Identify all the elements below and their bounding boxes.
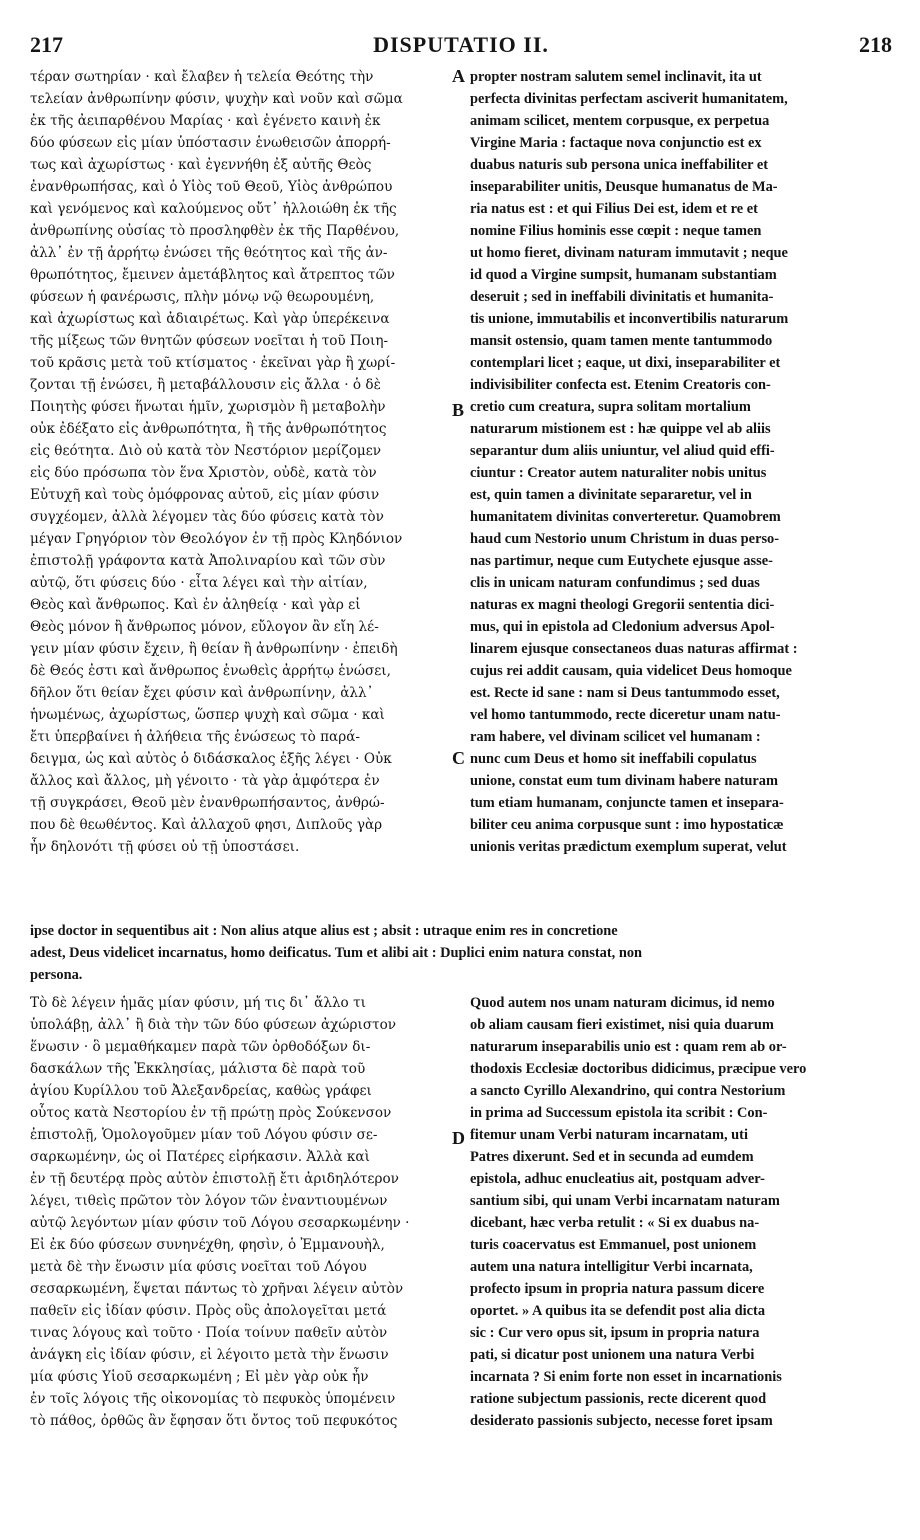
text-line: δύο φύσεων εἰς μίαν ὑπόστασιν ἑνωθεισῶν ἀπορρή- bbox=[30, 135, 391, 151]
text-line: cujus rei addit causam, quia videlicet Deus homoque bbox=[470, 663, 792, 679]
text-line: ἔτι ὑπερβαίνει ἡ ἀλήθεια τῆς ἑνώσεως τὸ παρά- bbox=[30, 729, 360, 745]
text-line: ἦν δηλονότι τῇ φύσει οὐ τῇ ὑποστάσει. bbox=[30, 839, 300, 855]
text-line: oportet. » A quibus ita se defendit post alia dicta bbox=[470, 1303, 766, 1319]
text-line: linarem ejusque consectaneos duas naturas affirmat : bbox=[470, 641, 798, 657]
text-line: ἐν τῇ δευτέρᾳ πρὸς αὐτὸν ἐπιστολῇ ἔτι ἀριδηλότερον bbox=[30, 1171, 399, 1187]
text-line: clis in unicam naturam confundimus ; sed duas bbox=[470, 575, 760, 591]
page-header bbox=[30, 30, 892, 60]
text-line: Εὐτυχῆ καὶ τοὺς ὁμόφρονας αὐτοῦ, εἰς μίαν φύσιν bbox=[30, 487, 380, 503]
text-line: ciuntur : Creator autem naturaliter nobis unitus bbox=[470, 465, 767, 481]
text-line: λέγει, τιθεὶς πρῶτον τὸν λόγον τῶν ἐναντιουμένων bbox=[30, 1193, 388, 1209]
text-line: οὐκ ἐδέξατο εἰς ἀνθρωπότητα, ἢ τῆς ἀνθρωπότητος bbox=[30, 421, 387, 437]
text-line: ἁγίου Κυρίλλου τοῦ Ἀλεξανδρείας, καθὼς γράφει bbox=[30, 1083, 372, 1099]
text-line: ἐνανθρωπήσας, καὶ ὁ Υἱὸς τοῦ Θεοῦ, Υἱὸς ἀνθρώπου bbox=[30, 179, 393, 195]
text-line: γειν μίαν φύσιν ἔχειν, ἢ θείαν ἢ ἀνθρωπίνην · ἐπειδὴ bbox=[30, 641, 398, 657]
right-page-number: 218 bbox=[859, 32, 892, 57]
text-line: σεσαρκωμένη, ἕψεται πάντως τὸ χρῆναι λέγειν αὐτὸν bbox=[30, 1281, 404, 1297]
text-line: μία φύσις Υἱοῦ σεσαρκωμένη ; Εἰ μὲν γὰρ οὐκ ἦν bbox=[30, 1369, 369, 1385]
text-line: naturas ex magni theologi Gregorii sententia dici- bbox=[470, 597, 775, 613]
text-line: αὐτῷ, ὅτι φύσεις δύο · εἶτα λέγει καὶ τὴν αἰτίαν, bbox=[30, 575, 368, 591]
greek-column-bottom bbox=[30, 992, 455, 1432]
margin-marker-a: A bbox=[452, 66, 465, 86]
margin-marker-c: C bbox=[452, 748, 465, 768]
text-line: τινας λόγους καὶ τοῦτο · Ποία τοίνυν παθεῖν αὐτὸν bbox=[30, 1325, 388, 1341]
text-line: autem una natura intelligitur Verbi incarnata, bbox=[470, 1259, 753, 1275]
text-line: δασκάλων τῆς Ἐκκλησίας, μάλιστα δὲ παρὰ τοῦ bbox=[30, 1061, 366, 1077]
text-line: ἐπιστολῇ γράφοντα κατὰ Ἀπολιναρίου καὶ τῶν σὺν bbox=[30, 553, 386, 569]
text-line: ἐκ τῆς ἀειπαρθένου Μαρίας · καὶ ἐγένετο καινὴ ἐκ bbox=[30, 113, 381, 129]
text-line: ζονται τῇ ἑνώσει, ἢ μεταβάλλουσιν εἰς ἄλλα · ὁ δὲ bbox=[30, 377, 381, 393]
text-line: θρωπότητος, ἔμεινεν ἀμετάβλητος καὶ ἄτρεπτος τῶν bbox=[30, 267, 395, 283]
text-line: naturarum mistionem est : hæ quippe vel ab aliis bbox=[470, 421, 771, 437]
text-line: humanitatem divinitas converteretur. Quamobrem bbox=[470, 509, 781, 525]
text-line: Θεὸς μόνον ἢ ἄνθρωπος μόνον, εὔλογον ἂν εἴη λέ- bbox=[30, 619, 379, 635]
text-line: τελείαν ἀνθρωπίνην φύσιν, ψυχὴν καὶ νοῦν καὶ σῶμα bbox=[30, 91, 403, 107]
text-line: pati, si dicatur post unionem una natura Verbi bbox=[470, 1347, 755, 1363]
text-line: δῆλον ὅτι θείαν ἔχει φύσιν καὶ ἀνθρωπίνην, ἀλλ᾽ bbox=[30, 685, 374, 701]
left-page-number: 217 bbox=[30, 32, 63, 57]
text-line: id quod a Virgine sumpsit, humanam substantiam bbox=[470, 267, 777, 283]
text-line: est, quin tamen a divinitate separaretur, vel in bbox=[470, 487, 752, 503]
text-line: τὸ πάθος, ὀρθῶς ἂν ἔφησαν ὅτι ὄντος τοῦ πεφυκότος bbox=[30, 1413, 398, 1429]
text-line: ut homo fieret, divinam naturam immutavit ; neque bbox=[470, 245, 788, 261]
text-line: ratione subjectum passionis, recte dicerent quod bbox=[470, 1391, 767, 1407]
text-line: ἀνάγκη εἰς ἰδίαν φύσιν, εἰ λέγοιτο μετὰ τὴν ἕνωσιν bbox=[30, 1347, 389, 1363]
text-line: τῇ συγκράσει, Θεοῦ μὲν ἐνανθρωπήσαντος, ἀνθρώ- bbox=[30, 795, 385, 811]
text-line: αὐτῷ λεγόντων μίαν φύσιν τοῦ Λόγου σεσαρκωμένην · bbox=[30, 1215, 410, 1231]
text-line: Patres dixerunt. Sed et in secunda ad eumdem bbox=[470, 1149, 754, 1165]
text-line: persona. bbox=[30, 967, 83, 983]
text-line: ἄλλος καὶ ἄλλος, μὴ γένοιτο · τὰ γὰρ ἀμφότερα ἐν bbox=[30, 773, 380, 789]
text-line: σαρκωμένην, ὡς οἱ Πατέρες εἰρήκασιν. Ἀλλὰ καὶ bbox=[30, 1149, 370, 1165]
text-line: ὑπολάβῃ, ἀλλ᾽ ἢ διὰ τὴν τῶν δύο φύσεων ἀχώριστον bbox=[30, 1017, 397, 1033]
text-line: τέραν σωτηρίαν · καὶ ἔλαβεν ἡ τελεία Θεότης τὴν bbox=[30, 69, 374, 85]
running-title: DISPUTATIO II. bbox=[373, 32, 549, 57]
text-line: ἀνθρωπίνης οὐσίας τὸ προσληφθὲν ἐκ τῆς Παρθένου, bbox=[30, 223, 400, 239]
text-line: incarnata ? Si enim forte non esset in incarnationis bbox=[470, 1369, 782, 1385]
text-line: Θεὸς καὶ ἄνθρωπος. Καὶ ἐν ἀληθείᾳ · καὶ γὰρ εἰ bbox=[30, 597, 361, 613]
text-line: μέγαν Γρηγόριον τὸν Θεολόγον ἐν τῇ πρὸς Κληδόνιον bbox=[30, 531, 403, 547]
latin-column-top bbox=[470, 66, 890, 858]
greek-column-top bbox=[30, 66, 455, 858]
text-line: εἰς δύο πρόσωπα τὸν ἕνα Χριστὸν, οὐδὲ, κατὰ τὸν bbox=[30, 465, 377, 481]
text-line: dicebant, hæc verba retulit : « Si ex duabus na- bbox=[470, 1215, 760, 1231]
text-line: συγχέομεν, ἀλλὰ λέγομεν τὰς δύο φύσεις κατὰ τὸν bbox=[30, 509, 384, 525]
text-line: biliter ceu anima corpusque sunt : imo hypostaticæ bbox=[470, 817, 784, 833]
text-line: ria natus est : et qui Filius Dei est, idem et re et bbox=[470, 201, 758, 217]
latin-column-bottom bbox=[470, 992, 890, 1432]
text-line: tum etiam humanam, conjuncte tamen et insepara- bbox=[470, 795, 784, 811]
text-line: οὗτος κατὰ Νεστορίου ἐν τῇ πρώτῃ πρὸς Σούκενσον bbox=[30, 1105, 392, 1121]
text-line: Quod autem nos unam naturam dicimus, id nemo bbox=[470, 995, 775, 1011]
text-line: deseruit ; sed in ineffabili divinitatis et humanita- bbox=[470, 289, 774, 305]
text-line: ob aliam causam fieri existimet, nisi quia duarum bbox=[470, 1017, 774, 1033]
text-line: in prima ad Successum epistola ita scribit : Con- bbox=[470, 1105, 768, 1121]
text-line: Τὸ δὲ λέγειν ἡμᾶς μίαν φύσιν, μή τις δι᾽ ἄλλο τι bbox=[30, 995, 366, 1011]
text-line: ἀλλ᾽ ἐν τῇ ἀρρήτῳ ἑνώσει τῆς θεότητος καὶ τῆς ἀν- bbox=[30, 245, 388, 261]
text-line: naturarum inseparabilis unio est : quam rem ab or- bbox=[470, 1039, 787, 1055]
text-line: εἰς θεότητα. Διὸ οὐ κατὰ τὸν Νεστόριον μερίζομεν bbox=[30, 443, 382, 459]
text-line: τῆς μίξεως τῶν θνητῶν φύσεων νοεῖται ἡ τοῦ Ποιη- bbox=[30, 333, 389, 349]
text-line: nas partimur, neque cum Eutychete ejusque asse- bbox=[470, 553, 773, 569]
text-line: fitemur unam Verbi naturam incarnatam, uti bbox=[470, 1127, 748, 1143]
text-line: propter nostram salutem semel inclinavit, ita ut bbox=[470, 69, 762, 85]
text-line: Ποιητὴς φύσει ἥνωται ἡμῖν, χωρισμὸν ἢ μεταβολὴν bbox=[30, 399, 386, 415]
text-line: desiderato passionis subjecto, necesse foret ipsam bbox=[470, 1413, 773, 1429]
text-line: τως καὶ ἀχωρίστως · καὶ ἐγεννήθη ἐξ αὐτῆς Θεὸς bbox=[30, 157, 372, 173]
text-line: cretio cum creatura, supra solitam mortalium bbox=[470, 399, 751, 415]
latin-full-width-block bbox=[30, 920, 890, 986]
margin-marker-d: D bbox=[452, 1128, 465, 1148]
text-line: sic : Cur vero opus sit, ipsum in propria natura bbox=[470, 1325, 760, 1341]
text-line: Virgine Maria : factaque nova conjunctio est ex bbox=[470, 135, 762, 151]
text-line: animam scilicet, mentem corpusque, ex perpetua bbox=[470, 113, 770, 129]
text-line: ἕνωσιν · ὃ μεμαθήκαμεν παρὰ τῶν ὀρθοδόξων δι- bbox=[30, 1039, 371, 1055]
text-line: unionis veritas prædictum exemplum superat, velut bbox=[470, 839, 787, 855]
text-line: ipse doctor in sequentibus ait : Non alius atque alius est ; absit : utraque enim res in concretione bbox=[30, 923, 618, 939]
text-line: est. Recte id sane : nam si Deus tantummodo esset, bbox=[470, 685, 780, 701]
text-line: turis coacervatus est Emmanuel, post unionem bbox=[470, 1237, 757, 1253]
text-line: tis unione, immutabilis et inconvertibilis naturarum bbox=[470, 311, 789, 327]
text-line: epistola, adhuc enucleatius ait, postquam adver- bbox=[470, 1171, 765, 1187]
text-line: indivisibiliter confecta est. Etenim Creatoris con- bbox=[470, 377, 771, 393]
text-line: mansit ostensio, quam tamen mente tantummodo bbox=[470, 333, 773, 349]
text-line: mus, qui in epistola ad Cledonium adversus Apol- bbox=[470, 619, 775, 635]
text-line: santium sibi, qui unam Verbi incarnatam naturam bbox=[470, 1193, 780, 1209]
text-line: ἐπιστολῇ, Ὁμολογοῦμεν μίαν τοῦ Λόγου φύσιν σε- bbox=[30, 1127, 378, 1143]
text-line: nunc cum Deus et homo sit ineffabili copulatus bbox=[470, 751, 757, 767]
text-line: a sancto Cyrillo Alexandrino, qui contra Nestorium bbox=[470, 1083, 786, 1099]
text-line: haud cum Nestorio unum Christum in duas perso- bbox=[470, 531, 780, 547]
text-line: nomine Filius hominis esse cœpit : neque tamen bbox=[470, 223, 762, 239]
text-line: vel homo tantummodo, recte diceretur unam natu- bbox=[470, 707, 781, 723]
text-line: ἐν τοῖς λόγοις τῆς οἰκονομίας τὸ πεφυκὸς ὑπομένειν bbox=[30, 1391, 396, 1407]
text-line: που δὲ θεωθέντος. Καὶ ἀλλαχοῦ φησι, Διπλοῦς γὰρ bbox=[30, 817, 383, 833]
text-line: μετὰ δὲ τὴν ἕνωσιν μία φύσις νοεῖται τοῦ Λόγου bbox=[30, 1259, 367, 1275]
text-line: separantur dum aliis uniuntur, vel aliud quid effi- bbox=[470, 443, 775, 459]
text-line: δὲ Θεός ἐστι καὶ ἄνθρωπος ἑνωθεὶς ἀρρήτῳ ἑνώσει, bbox=[30, 663, 391, 679]
text-line: ἡνωμένως, ἀχωρίστως, ὥσπερ ψυχὴ καὶ σῶμα · καὶ bbox=[30, 707, 385, 723]
text-line: contemplari licet ; eaque, ut dixi, inseparabiliter et bbox=[470, 355, 781, 371]
text-line: inseparabiliter unitis, Deusque humanatus de Ma- bbox=[470, 179, 778, 195]
text-line: παθεῖν εἰς ἰδίαν φύσιν. Πρὸς οὓς ἀπολογεῖται μετά bbox=[30, 1303, 387, 1319]
text-line: adest, Deus videlicet incarnatus, homo deificatus. Tum et alibi ait : Duplici enim natura constat, non bbox=[30, 945, 643, 961]
text-line: φύσεων ἡ φανέρωσις, πλὴν μόνῳ νῷ θεωρουμένη, bbox=[30, 289, 375, 305]
text-line: τοῦ κρᾶσις μετὰ τοῦ κτίσματος · ἐκεῖναι γὰρ ἢ χωρί- bbox=[30, 355, 396, 371]
text-line: ram habere, vel divinam scilicet vel humanam : bbox=[470, 729, 761, 745]
margin-marker-b: B bbox=[452, 400, 465, 420]
text-line: καὶ ἀχωρίστως καὶ ἀδιαιρέτως. Καὶ γὰρ ὑπερέκεινα bbox=[30, 311, 390, 327]
text-line: profecto ipsum in propria natura passum dicere bbox=[470, 1281, 765, 1297]
text-line: καὶ γενόμενος καὶ καλούμενος οὔτ᾽ ἠλλοιώθη ἐκ τῆς bbox=[30, 201, 397, 217]
text-line: δειγμα, ὡς καὶ αὐτὸς ὁ διδάσκαλος ἑξῆς λέγει · Οὐκ bbox=[30, 751, 392, 767]
text-line: unione, constat eum tum divinam habere naturam bbox=[470, 773, 778, 789]
text-line: Εἰ ἐκ δύο φύσεων συνηνέχθη, φησὶν, ὁ Ἐμμανουὴλ, bbox=[30, 1237, 385, 1253]
text-line: duabus naturis sub persona unica ineffabiliter et bbox=[470, 157, 768, 173]
text-line: perfecta divinitas perfectam asciverit humanitatem, bbox=[470, 91, 788, 107]
text-line: thodoxis Ecclesiæ doctoribus didicimus, præcipue vero bbox=[470, 1061, 807, 1077]
